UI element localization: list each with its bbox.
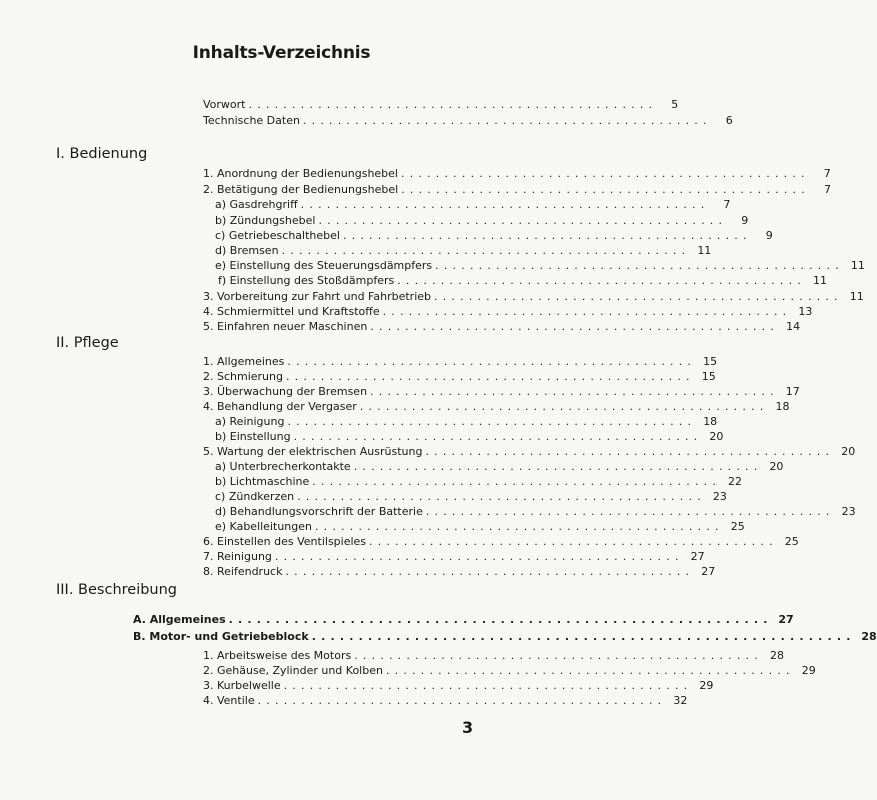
leader-dots: ............................................... <box>353 460 763 473</box>
leader-dots: ............................................... <box>274 550 684 563</box>
toc-entry <box>215 413 718 428</box>
leader-dots: ............................................... <box>401 183 810 196</box>
toc-entry-label: f) Einstellung des Stoßdämpfers <box>218 274 395 287</box>
leader-dots: ............................................... <box>287 355 697 368</box>
toc-entry-page: 27 <box>778 613 794 626</box>
toc-entry <box>215 196 731 211</box>
toc-entry-page: 27 <box>701 565 716 578</box>
toc-entry-page: 18 <box>703 415 718 428</box>
leader-dots: ............................................... <box>287 415 697 428</box>
leader-dots: ............................................... <box>370 320 780 333</box>
section-heading-bedienung: I. Bedienung <box>56 146 148 162</box>
toc-entry-page: 11 <box>850 259 865 272</box>
toc-entry-label: 7. Reinigung <box>203 550 272 563</box>
toc-entry-page: 32 <box>673 694 688 707</box>
toc-entry-label: a) Gasdrehgriff <box>215 198 298 211</box>
toc-entry <box>203 533 799 548</box>
leader-dots: ............................................... <box>257 694 667 707</box>
toc-entry <box>215 473 743 488</box>
toc-entry <box>203 662 816 677</box>
toc-entry-label: 3. Vorbereitung zur Fahrt und Fahrbetrieb <box>203 290 431 303</box>
toc-entry-label: 5. Einfahren neuer Maschinen <box>203 320 368 333</box>
toc-entry-page: 14 <box>786 320 801 333</box>
toc-entry <box>133 611 794 626</box>
toc-entry-label: e) Kabelleitungen <box>215 520 312 533</box>
leader-dots: ............................................... <box>385 664 795 677</box>
toc-entry <box>218 272 827 287</box>
toc-entry <box>215 227 773 242</box>
leader-dots: ............................................... <box>354 649 763 662</box>
leader-dots: .......................................................... <box>228 613 773 626</box>
toc-entry-label: 4. Behandlung der Vergaser <box>203 400 357 413</box>
toc-entry-label: 1. Allgemeines <box>203 355 285 368</box>
toc-entry <box>203 443 856 458</box>
toc-entry-label: 4. Schmiermittel und Kraftstoffe <box>203 305 380 318</box>
toc-entry-label: a) Reinigung <box>215 415 285 428</box>
toc-entry-page: 11 <box>812 274 827 287</box>
toc-entry-page: 5 <box>671 98 679 111</box>
leader-dots: ............................................... <box>302 114 712 127</box>
toc-entry-page: 29 <box>699 679 714 692</box>
toc-entry <box>203 165 831 180</box>
toc-entry-page: 13 <box>798 305 813 318</box>
toc-entry-label: c) Getriebeschalthebel <box>215 229 340 242</box>
leader-dots: ............................................... <box>397 274 806 287</box>
toc-entry <box>203 548 705 563</box>
toc-entry <box>215 518 745 533</box>
toc-entry <box>203 288 864 303</box>
toc-entry-label: 2. Gehäuse, Zylinder und Kolben <box>203 664 383 677</box>
toc-entry <box>203 303 813 318</box>
leader-dots: ............................................... <box>318 214 728 227</box>
toc-entry-page: 7 <box>823 167 831 180</box>
toc-entry <box>203 368 716 383</box>
toc-entry-page: 22 <box>728 475 743 488</box>
toc-entry-page: 20 <box>841 445 856 458</box>
toc-entry <box>215 458 784 473</box>
leader-dots: ............................................... <box>248 98 658 111</box>
toc-entry-page: 9 <box>765 229 773 242</box>
leader-dots: ............................................... <box>285 565 695 578</box>
toc-entry <box>203 181 831 196</box>
toc-entry-label: b) Zündungshebel <box>215 214 316 227</box>
toc-entry-label: 8. Reifendruck <box>203 565 283 578</box>
leader-dots: ............................................... <box>425 445 835 458</box>
toc-entry-label: Vorwort <box>203 98 246 111</box>
toc-entry <box>203 383 800 398</box>
toc-entry-page: 15 <box>703 355 718 368</box>
toc-entry-label: b) Einstellung <box>215 430 291 443</box>
toc-entry-label: 2. Schmierung <box>203 370 283 383</box>
toc-entry <box>215 503 856 518</box>
toc-entry-page: 25 <box>784 535 799 548</box>
section-heading-pflege: II. Pflege <box>56 335 119 351</box>
leader-dots: ............................................... <box>401 167 810 180</box>
section-heading-beschreibung: III. Beschreibung <box>56 582 178 598</box>
toc-entry-label: 3. Kurbelwelle <box>203 679 281 692</box>
leader-dots: ............................................... <box>342 229 752 242</box>
toc-entry <box>133 628 877 643</box>
toc-entry <box>215 212 749 227</box>
toc-entry-page: 29 <box>801 664 816 677</box>
toc-entry-label: e) Einstellung des Steuerungsdämpfers <box>215 259 433 272</box>
toc-entry-page: 25 <box>730 520 745 533</box>
toc-entry-technische-daten <box>203 112 733 127</box>
toc-entry-page: 11 <box>697 244 712 257</box>
leader-dots: ............................................... <box>425 505 835 518</box>
toc-entry-page: 7 <box>823 183 831 196</box>
toc-entry-label: 6. Einstellen des Ventilspieles <box>203 535 367 548</box>
leader-dots: ............................................... <box>312 475 722 488</box>
toc-entry <box>203 318 801 333</box>
toc-entry-page: 20 <box>769 460 784 473</box>
toc-entry-page: 23 <box>841 505 856 518</box>
leader-dots: ............................................... <box>297 490 706 503</box>
toc-entry <box>215 488 727 503</box>
toc-entry-page: 20 <box>709 430 724 443</box>
toc-entry-label: 5. Wartung der elektrischen Ausrüstung <box>203 445 423 458</box>
toc-entry <box>203 692 688 707</box>
toc-entry-label: b) Lichtmaschine <box>215 475 310 488</box>
toc-entry <box>203 398 790 413</box>
leader-dots: ............................................... <box>293 430 703 443</box>
toc-entry <box>203 353 718 368</box>
toc-entry <box>203 563 716 578</box>
toc-entry-label: A. Allgemeines <box>133 613 226 626</box>
toc-entry-label: 2. Betätigung der Bedienungshebel <box>203 183 399 196</box>
toc-entry <box>203 647 784 662</box>
leader-dots: ............................................... <box>369 535 778 548</box>
toc-entry-vorwort <box>203 96 679 111</box>
toc-entry <box>215 428 724 443</box>
page-title: Inhalts-Verzeichnis <box>192 43 371 63</box>
page-number: 3 <box>462 718 474 737</box>
toc-entry-page: 28 <box>861 630 877 643</box>
leader-dots: ............................................... <box>359 400 769 413</box>
toc-entry-page: 17 <box>785 385 800 398</box>
leader-dots: ............................................... <box>283 679 693 692</box>
toc-entry-label: d) Behandlungsvorschrift der Batterie <box>215 505 423 518</box>
leader-dots: ............................................... <box>370 385 779 398</box>
toc-entry-label: a) Unterbrecherkontakte <box>215 460 351 473</box>
toc-entry <box>215 242 712 257</box>
toc-entry-label: 1. Anordnung der Bedienungshebel <box>203 167 398 180</box>
toc-entry-label: 3. Überwachung der Bremsen <box>203 385 368 398</box>
leader-dots: .......................................................... <box>311 630 856 643</box>
toc-entry <box>215 257 865 272</box>
toc-entry-page: 18 <box>775 400 790 413</box>
toc-entry-label: 4. Ventile <box>203 694 255 707</box>
leader-dots: ............................................... <box>435 259 844 272</box>
toc-entry-page: 23 <box>712 490 727 503</box>
leader-dots: ............................................... <box>314 520 724 533</box>
leader-dots: ............................................... <box>382 305 792 318</box>
toc-entry-page: 9 <box>741 214 749 227</box>
toc-entry-label: 1. Arbeitsweise des Motors <box>203 649 352 662</box>
leader-dots: ............................................... <box>285 370 695 383</box>
toc-entry-label: c) Zündkerzen <box>215 490 295 503</box>
leader-dots: ............................................... <box>281 244 691 257</box>
toc-entry-page: 7 <box>723 198 731 211</box>
toc-entry-page: 15 <box>701 370 716 383</box>
leader-dots: ............................................... <box>434 290 843 303</box>
leader-dots: ............................................... <box>300 198 710 211</box>
toc-entry-label: d) Bremsen <box>215 244 279 257</box>
toc-entry-page: 27 <box>690 550 705 563</box>
toc-entry-label: Technische Daten <box>203 114 300 127</box>
toc-entry-label: B. Motor- und Getriebeblock <box>133 630 309 643</box>
toc-entry <box>203 677 714 692</box>
toc-entry-page: 6 <box>725 114 733 127</box>
toc-entry-page: 28 <box>769 649 784 662</box>
toc-entry-page: 11 <box>849 290 864 303</box>
